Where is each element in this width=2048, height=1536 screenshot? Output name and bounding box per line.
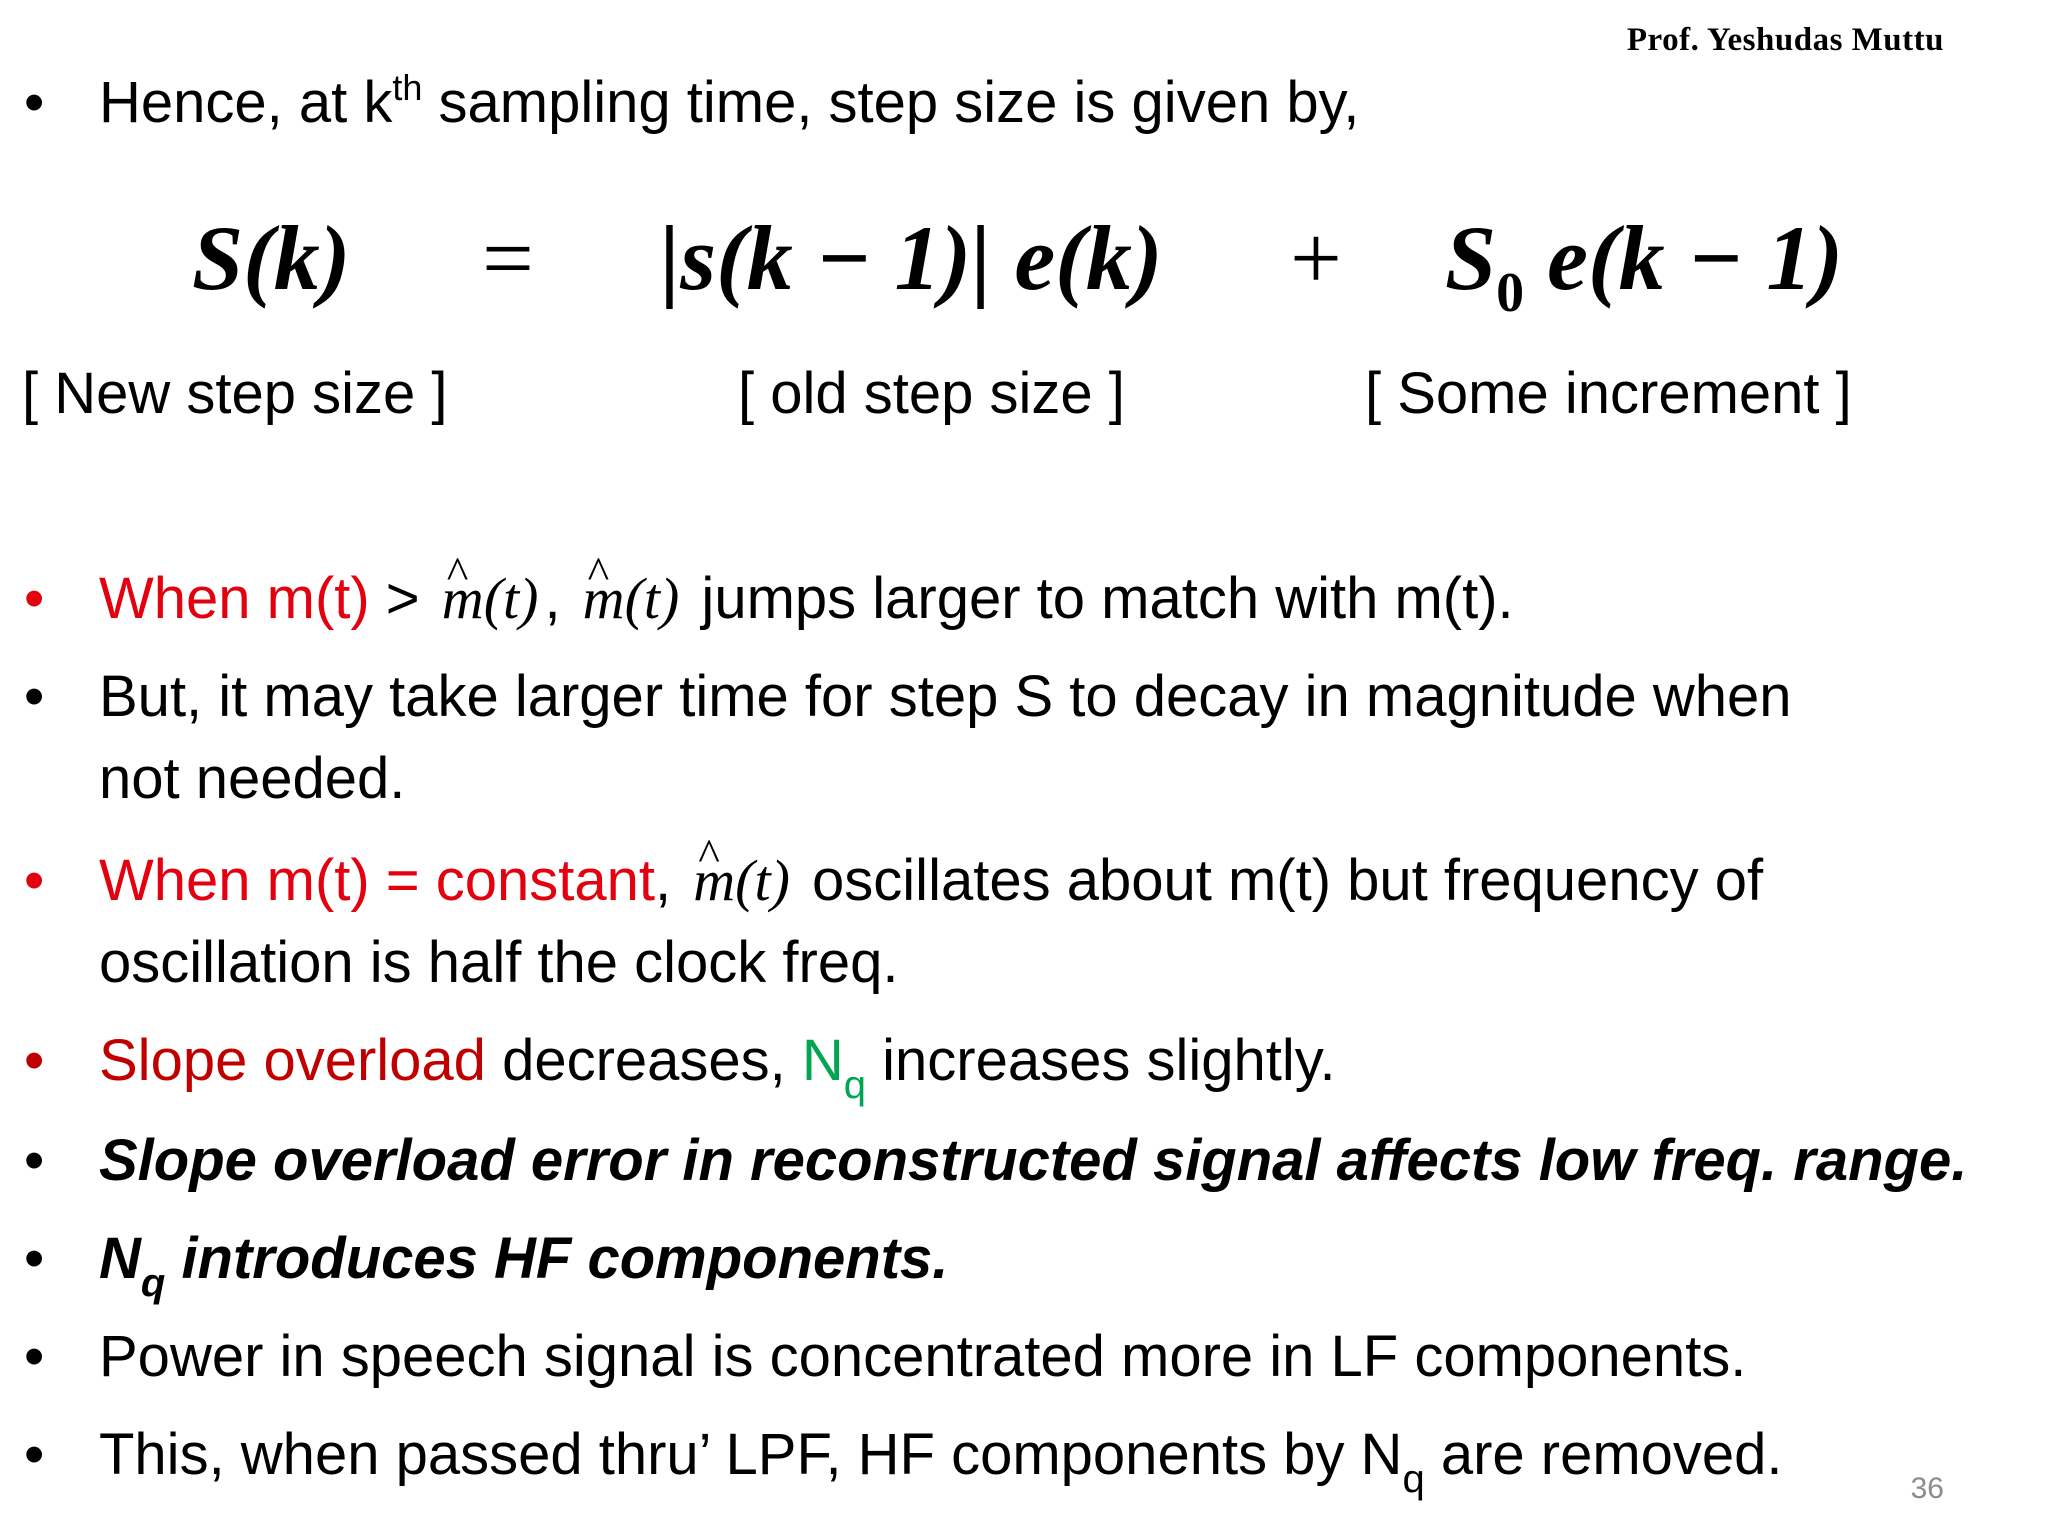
label-old-step-size: [ old step size ] <box>738 361 1125 426</box>
bullet-marker: • <box>24 1422 45 1487</box>
label-some-increment: [ Some increment ] <box>1365 361 1852 426</box>
bullet-marker: • <box>24 664 45 729</box>
formula-lhs: S(k) <box>192 207 351 309</box>
bullet-marker: • <box>24 566 45 631</box>
step-size-formula <box>0 205 2048 325</box>
bullet-text: $N_q$ introduces HF components. <box>99 1226 949 1305</box>
bullet-text: Slope overload decreases, $N_q$ increases slightly. <box>99 1028 1336 1107</box>
m-hat-symbol: ^ m(t) <box>687 840 796 922</box>
label-new-step-size: [ New step size ] <box>22 361 448 426</box>
formula-equals: = <box>482 207 534 309</box>
formula-plus: + <box>1290 207 1342 309</box>
m-hat-symbol: ^ m(t) <box>436 558 545 640</box>
slide-number: 36 <box>1910 1472 1944 1505</box>
bullet-text: When m(t) > ^ m(t) , ^ m(t) jumps larger to match with m(t). <box>99 558 1514 640</box>
bullet-marker: • <box>24 1128 45 1193</box>
bullet-marker: • <box>24 70 45 135</box>
m-hat-symbol: ^ m(t) <box>577 558 686 640</box>
formula-term-old: |s(k − 1)| e(k) <box>660 207 1163 309</box>
bullet-marker: • <box>24 1226 45 1291</box>
bullet-text: oscillation is half the clock freq. <box>99 930 899 995</box>
bullet-text: This, when passed thru’ LPF, HF components by $N_q$ are removed. <box>99 1422 1783 1501</box>
bullet-text: When m(t) = constant, ^ m(t) oscillates about m(t) but frequency of <box>99 840 1763 922</box>
bullet-marker: • <box>24 1324 45 1389</box>
intro-text: Hence, at $k^{th}$ sampling time, step size is given by, <box>99 67 1360 135</box>
bullet-text: But, it may take larger time for step S to decay in magnitude when <box>99 664 1792 729</box>
bullet-text: Slope overload error in reconstructed signal affects low freq. range. <box>99 1128 1968 1193</box>
formula-term-increment: $S_0$ e(k − 1) <box>1445 207 1844 324</box>
bullet-marker: • <box>24 848 45 913</box>
author-name: Prof. Yeshudas Muttu <box>1626 22 1944 58</box>
bullet-marker: • <box>24 1028 45 1093</box>
bullet-text: not needed. <box>99 746 406 811</box>
bullet-text: Power in speech signal is concentrated more in LF components. <box>99 1324 1747 1389</box>
